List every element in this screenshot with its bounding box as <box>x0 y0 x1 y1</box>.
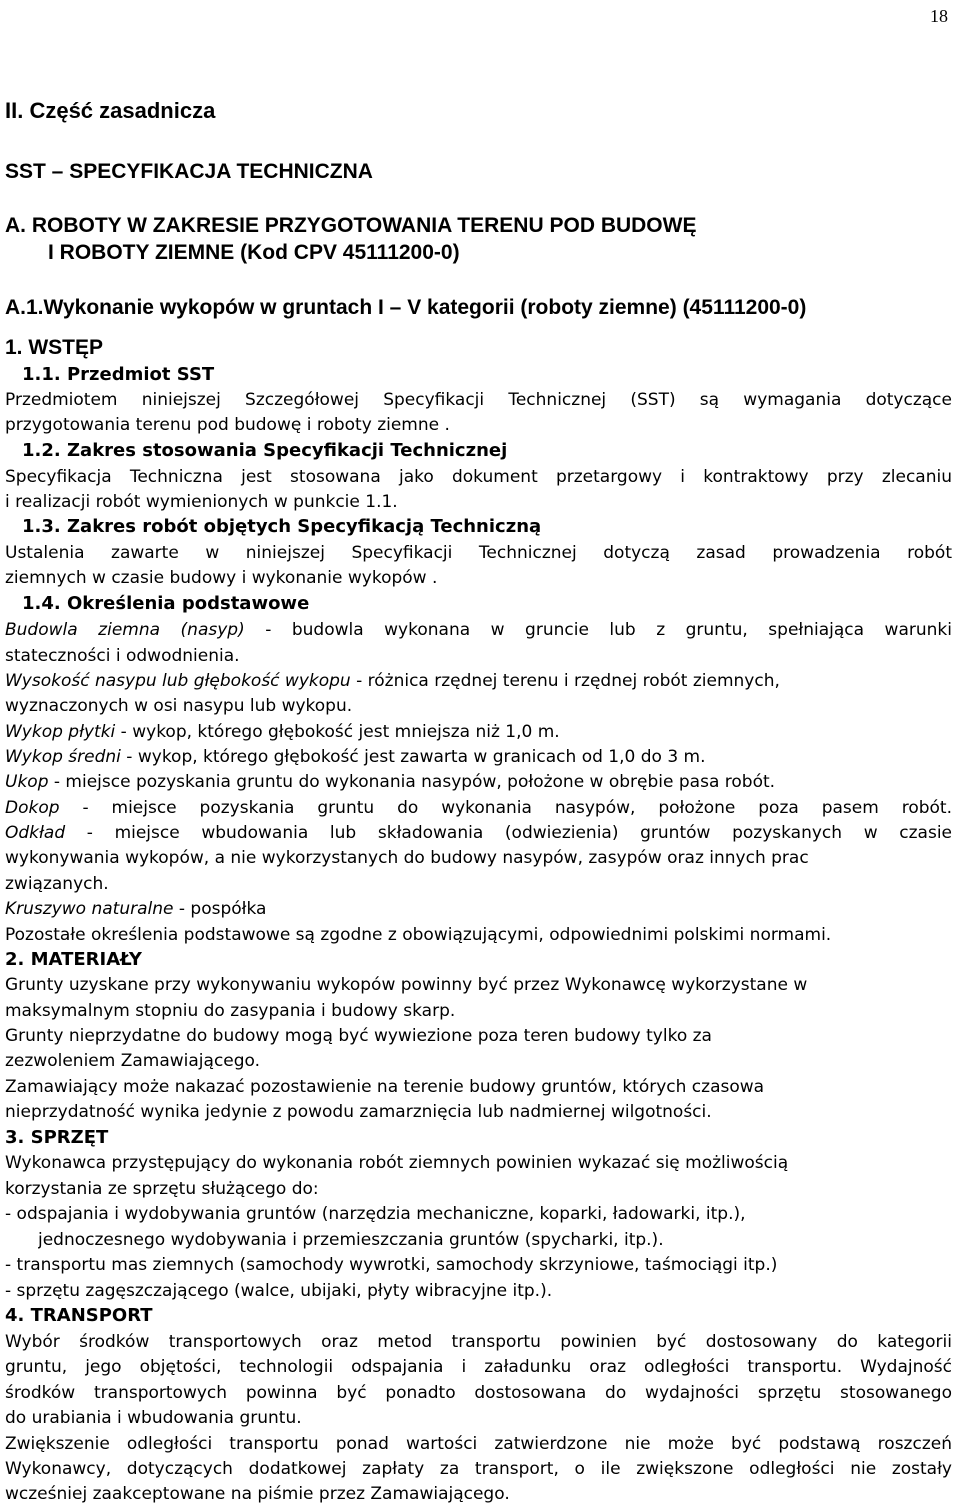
section-2-p2-line1: Grunty nieprzydatne do budowy mogą być wywiezione poza teren budowy tylko za <box>5 1026 712 1046</box>
definition-term: Wysokość nasypu lub głębokość wykopu <box>5 671 351 691</box>
section-1-2-line1: Specyfikacja Techniczna jest stosowana jako dokument przetargowy i kontraktowy przy zlecaniu <box>5 467 952 487</box>
definition-6 <box>5 795 952 821</box>
section-1-1-title: 1.1. Przedmiot SST <box>22 364 215 385</box>
definition-3 <box>5 719 952 745</box>
definitions-closing: Pozostałe określenia podstawowe są zgodne z obowiązującymi, odpowiednimi polskimi normami. <box>5 925 832 945</box>
definition-term: Ukop <box>5 772 49 792</box>
definition-text: - różnica rzędnej terenu i rzędnej robót ziemnych, <box>350 671 780 691</box>
section-2-p2-line2: zezwoleniem Zamawiającego. <box>5 1051 261 1071</box>
section-4-title: 4. TRANSPORT <box>5 1305 153 1326</box>
section-4-p1-line1: Wybór środków transportowych oraz metod transportu powinien być dostosowany do kategorii <box>5 1332 952 1352</box>
section-3-list-item-1: - odspajania i wydobywania gruntów (narzędzia mechaniczne, koparki, ładowarki, itp.), <box>5 1204 746 1224</box>
definition-4 <box>5 744 952 770</box>
definition-text: - miejsce pozyskania gruntu do wykonania nasypów, położone poza pasem robót. <box>59 798 952 818</box>
section-2-p1-line1: Grunty uzyskane przy wykonywaniu wykopów powinny być przez Wykonawcę wykorzystane w <box>5 975 808 995</box>
section-2-title: 2. MATERIAŁY <box>5 949 142 970</box>
definition-term: Dokop <box>5 798 60 818</box>
definition-text: - wykop, którego głębokość jest mniejsza niż 1,0 m. <box>115 722 560 742</box>
definition-text: - pospółka <box>173 899 267 919</box>
definition-term: Wykop płytki <box>5 722 116 742</box>
definition-7-line3: związanych. <box>5 874 109 894</box>
definition-5 <box>5 769 952 795</box>
section-1-2-line2: i realizacji robót wymienionych w punkcie 1.1. <box>5 492 398 512</box>
definition-text: - budowla wykonana w gruncie lub z gruntu, spełniająca warunki <box>244 620 952 640</box>
definition-text: - wykop, którego głębokość jest zawarta w granicach od 1,0 do 3 m. <box>120 747 706 767</box>
definition-1 <box>5 617 952 643</box>
definition-term: Wykop średni <box>5 747 121 767</box>
section-2-p3-line1: Zamawiający może nakazać pozostawienie na terenie budowy gruntów, których czasowa <box>5 1077 765 1097</box>
definition-7 <box>5 820 952 846</box>
definition-text: - miejsce pozyskania gruntu do wykonania nasypów, położone w obrębie pasa robót. <box>48 772 776 792</box>
section-3-list-item-3: - sprzętu zagęszczającego (walce, ubijaki, płyty wibracyjne itp.). <box>5 1281 553 1301</box>
part-heading: II. Część zasadnicza <box>5 98 216 123</box>
section-3-p1-line1: Wykonawca przystępujący do wykonania robót ziemnych powinien wykazać się możliwością <box>5 1153 789 1173</box>
section-4-p1-line3: środków transportowych powinna być ponadto dostosowana do wydajności sprzętu stosowanego <box>5 1383 952 1403</box>
definition-term: Kruszywo naturalne <box>5 899 174 919</box>
sst-heading: SST – SPECYFIKACJA TECHNICZNA <box>5 160 373 183</box>
section-1-title: 1. WSTĘP <box>5 336 104 359</box>
definition-term: Odkład <box>5 823 66 843</box>
section-4-p2-line1: Zwiększenie odległości transportu ponad wartości zatwierdzone nie może być podstawą roszczeń <box>5 1434 952 1454</box>
section-4-p1-line2: gruntu, jego objętości, technologii odspajania i załadunku oraz odległości transportu. Wydajność <box>5 1357 952 1377</box>
section-3-p1-line2: korzystania ze sprzętu służącego do: <box>5 1179 319 1199</box>
section-4-p2-line3: wcześniej zaakceptowane na piśmie przez Zamawiającego. <box>5 1484 510 1504</box>
section-1-1-line2: przygotowania terenu pod budowę i roboty ziemne . <box>5 415 450 435</box>
a1-heading: A.1.Wykonanie wykopów w gruntach I – V kategorii (roboty ziemne) (45111200-0) <box>5 296 807 319</box>
section-1-4-title: 1.4. Określenia podstawowe <box>22 593 310 614</box>
definition-1-line2: stateczności i odwodnienia. <box>5 646 240 666</box>
definition-text: - miejsce wbudowania lub składowania (odwiezienia) gruntów pozyskanych w czasie <box>65 823 952 843</box>
definition-7-line2: wykonywania wykopów, a nie wykorzystanych do budowy nasypów, zasypów oraz innych prac <box>5 848 809 868</box>
section-1-3-line2: ziemnych w czasie budowy i wykonanie wykopów . <box>5 568 438 588</box>
section-2-p3-line2: nieprzydatność wynika jedynie z powodu zamarznięcia lub nadmiernej wilgotności. <box>5 1102 712 1122</box>
section-3-list-item-2: - transportu mas ziemnych (samochody wywrotki, samochody skrzyniowe, taśmociągi itp.) <box>5 1255 778 1275</box>
definition-term: Budowla ziemna (nasyp) <box>5 620 245 640</box>
section-4-p1-line4: do urabiania i wbudowania gruntu. <box>5 1408 302 1428</box>
section-3-list-item-1-line2: jednoczesnego wydobywania i przemieszczania gruntów (spycharki, itp.). <box>38 1230 664 1250</box>
section-3-title: 3. SPRZĘT <box>5 1127 109 1148</box>
definition-2-line2: wyznaczonych w osi nasypu lub wykopu. <box>5 696 353 716</box>
definition-8 <box>5 896 952 922</box>
section-1-2-title: 1.2. Zakres stosowania Specyfikacji Technicznej <box>22 440 508 461</box>
page-number: 18 <box>930 6 948 26</box>
section-1-3-title: 1.3. Zakres robót objętych Specyfikacją Techniczną <box>22 516 542 537</box>
section-4-p2-line2: Wykonawcy, dotyczących dodatkowej zapłaty za transport, o ile zwiększone odległości nie zostały <box>5 1459 952 1479</box>
section-1-3-line1: Ustalenia zawarte w niniejszej Specyfikacji Technicznej dotyczą zasad prowadzenia robót <box>5 543 952 563</box>
section-2-p1-line2: maksymalnym stopniu do zasypania i budowy skarp. <box>5 1001 456 1021</box>
section-1-1-line1: Przedmiotem niniejszej Szczegółowej Specyfikacji Technicznej (SST) są wymagania dotyczące <box>5 390 952 410</box>
section-a-heading-line2: I ROBOTY ZIEMNE (Kod CPV 45111200-0) <box>48 241 460 264</box>
section-a-heading-line1: A. ROBOTY W ZAKRESIE PRZYGOTOWANIA TERENU POD BUDOWĘ <box>5 214 697 237</box>
definition-2 <box>5 668 952 694</box>
